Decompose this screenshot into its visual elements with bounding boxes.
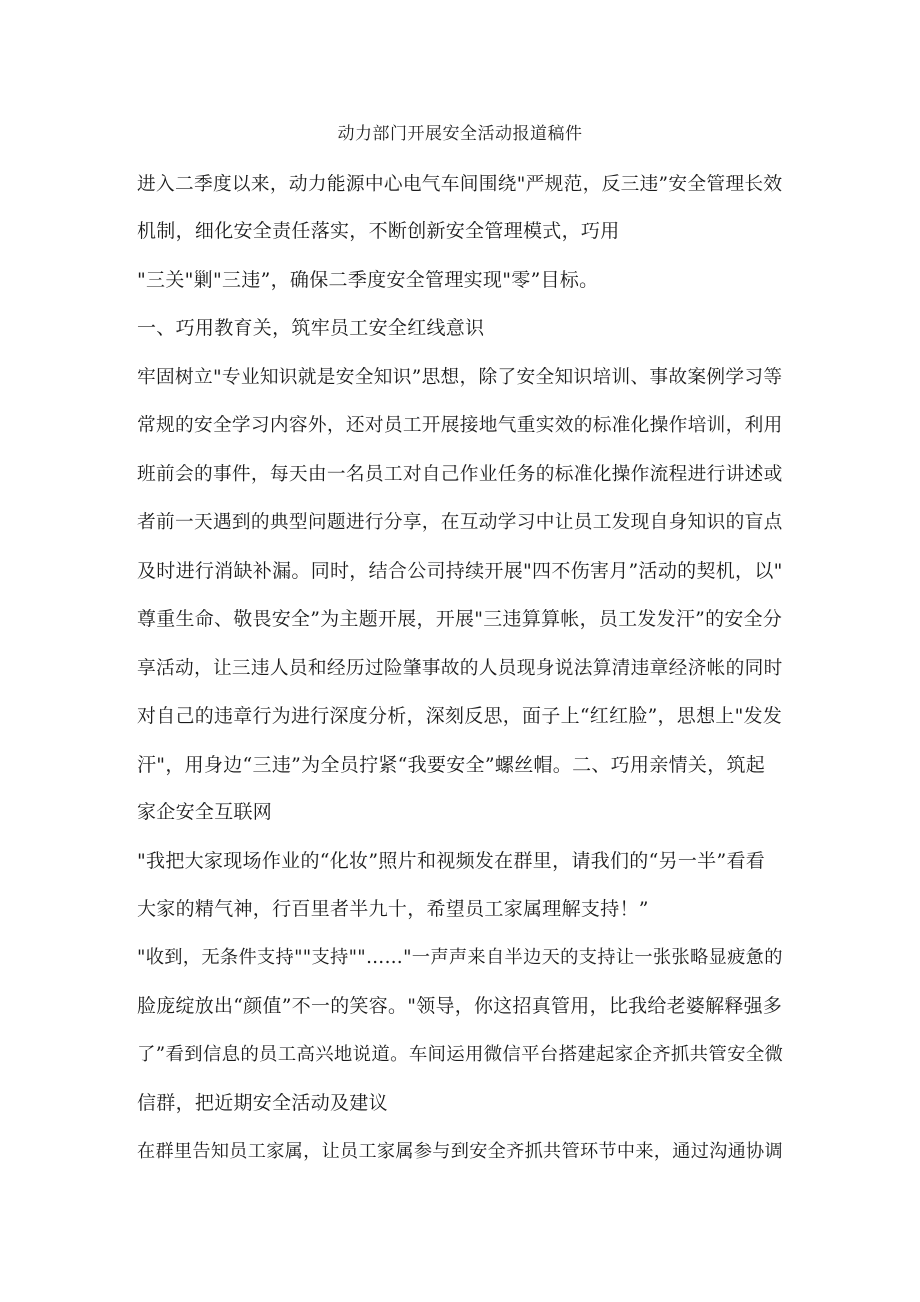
body-line: "三关"剿"三违”，确保二季度安全管理实现"零”目标。 (137, 269, 599, 291)
body-line: 享活动，让三违人员和经历过险肇事故的人员现身说法算清违章经济帐的同时 (137, 658, 783, 679)
body-line: 大家的精气神，行百里者半九十，希望员工家属理解支持！” (137, 898, 649, 920)
document-title: 动力部门开展安全活动报道稿件 (337, 124, 583, 144)
body-line: 进入二季度以来，动力能源中心电气车间围绕"严规范，反三违”安全管理长效 (137, 174, 783, 195)
body-line: 信群，把近期安全活动及建议 (137, 1092, 388, 1114)
body-line: 常规的安全学习内容外，还对员工开展接地气重实效的标准化操作培训，利用 (137, 415, 783, 436)
section-heading-line: 一、巧用教育关，筑牢员工安全红线意识 (137, 317, 485, 339)
body-line: 机制，细化安全责任落实，不断创新安全管理模式，巧用 (137, 220, 620, 242)
body-line: "我把大家现场作业的“化妆”照片和视频发在群里，请我们的“另一半”看看 (137, 850, 766, 872)
body-line: 了”看到信息的员工高兴地说道。车间运用微信平台搭建起家企齐抓共管安全微 (137, 1044, 784, 1065)
body-line: 班前会的事件，每天由一名员工对自己作业任务的标准化操作流程进行讲述或 (137, 464, 783, 485)
body-line: 汗"，用身边“三违”为全员拧紧“我要安全”螺丝帽。二、巧用亲情关，筑起 (137, 754, 766, 776)
body-line: 者前一天遇到的典型问题进行分享，在互动学习中让员工发现自身知识的盲点 (137, 512, 783, 533)
body-line: 尊重生命、敬畏安全”为主题开展，开展"三违算算帐，员工发发汗”的安全分 (137, 608, 783, 630)
body-line: 对自己的违章行为进行深度分析，深刻反思，面子上“红红脸”，思想上"发发 (137, 705, 783, 727)
body-line: "收到，无条件支持""支持""……"一声声来自半边天的支持让一张张略显疲惫的 (137, 947, 783, 968)
body-line: 脸庞绽放出“颜值”不一的笑容。"领导，你这招真管用，比我给老婆解释强多 (137, 995, 783, 1017)
body-line: 在群里告知员工家属，让员工家属参与到安全齐抓共管环节中来，通过沟通协调 (137, 1141, 783, 1162)
body-line: 牢固树立"专业知识就是安全知识”思想，除了安全知识培训、事故案例学习等 (137, 367, 783, 388)
section-heading-line: 家企安全互联网 (137, 801, 273, 823)
body-line: 及时进行消缺补漏。同时，结合公司持续开展"四不伤害月”活动的契机，以" (137, 560, 783, 582)
